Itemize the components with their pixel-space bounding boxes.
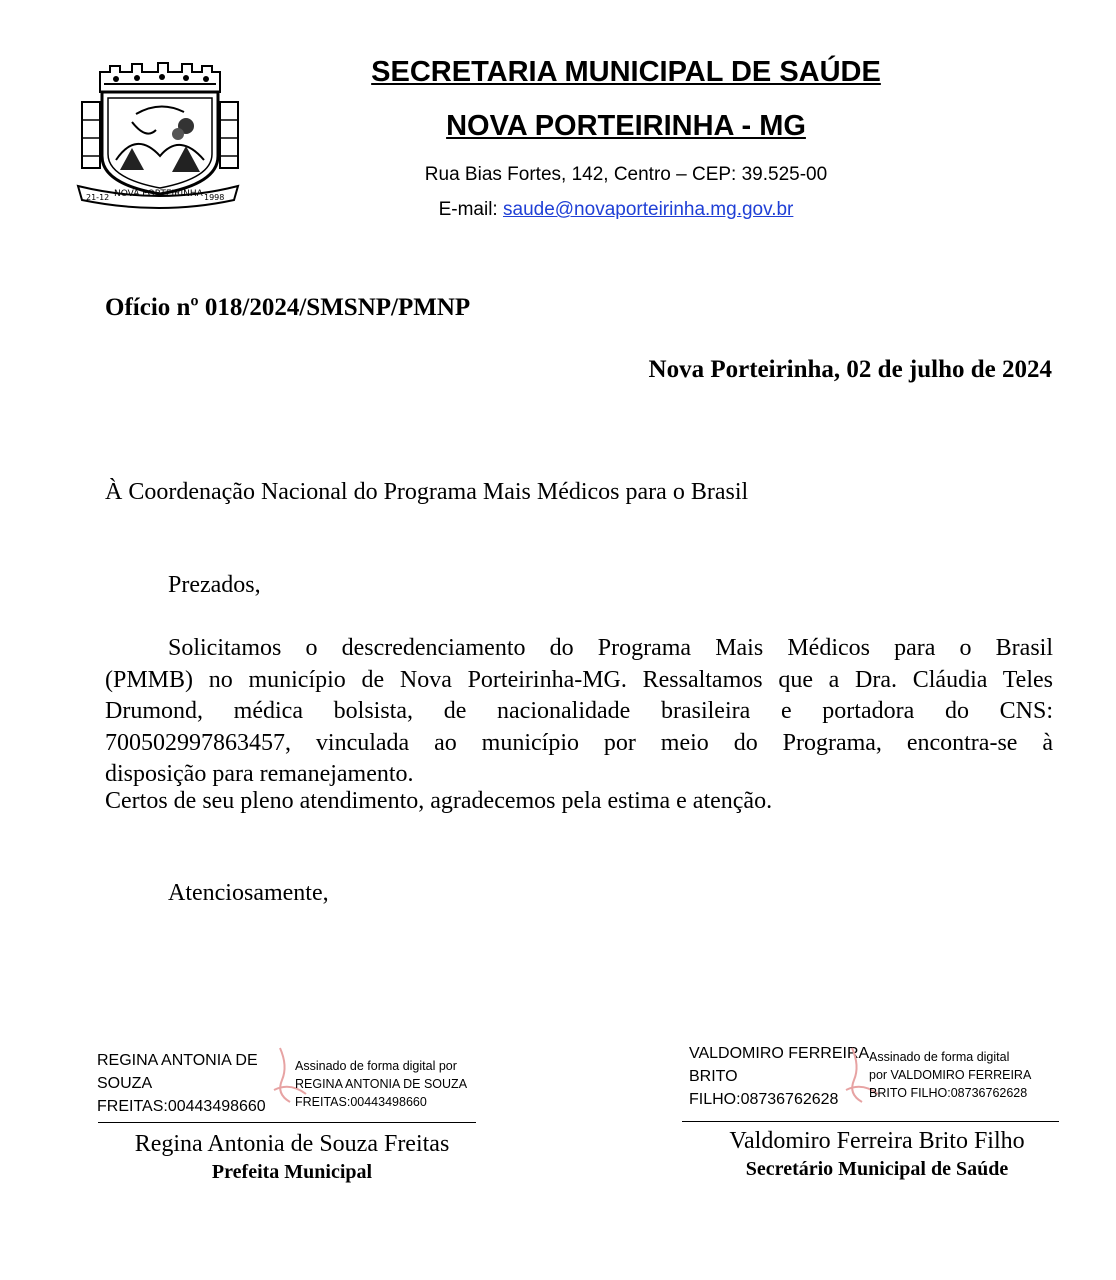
signature-line [682,1121,1059,1122]
sign-off: Atenciosamente, [168,880,329,906]
address: Rua Bias Fortes, 142, Centro – CEP: 39.525-00 [424,164,828,185]
signer-role: Prefeita Municipal [211,1161,373,1183]
signature-line [98,1122,476,1123]
body-line: Drumond, médica bolsista, de nacionalidade brasileira e portadora do CNS: [105,698,1053,724]
email-line [406,199,826,221]
digital-signature-certificate: Assinado de forma digital por VALDOMIRO FERREIRA BRITO FILHO:08736762628 [869,1050,1032,1100]
svg-text:NOVA PORTEIRINHA: NOVA PORTEIRINHA [114,189,203,199]
signer-role: Secretário Municipal de Saúde [745,1158,1009,1180]
body-line: Solicitamos o descredenciamento do Programa Mais Médicos para o Brasil [168,635,1053,661]
body-line: (PMMB) no município de Nova Porteirinha-MG. Ressaltamos que a Dra. Cláudia Teles [105,666,1053,693]
email-label: E-mail: [438,199,503,220]
reference-number: Ofício nº 018/2024/SMSNP/PMNP [105,294,471,321]
body-line: 700502997863457, vinculada ao município por meio do Programa, encontra-se à [105,729,1053,756]
signer-printed-name: Valdomiro Ferreira Brito Filho [729,1128,1025,1154]
body-line: disposição para remanejamento. [105,761,414,787]
letter-date: Nova Porteirinha, 02 de julho de 2024 [648,356,1052,383]
email-link[interactable]: saude@novaporteirinha.mg.gov.br [503,199,794,220]
greeting: Prezados, [168,572,261,598]
signer-printed-name: Regina Antonia de Souza Freitas [134,1131,450,1157]
closing-line: Certos de seu pleno atendimento, agradecemos pela estima e atenção. [105,788,773,814]
digital-signature-certificate: Assinado de forma digital por REGINA ANTONIA DE SOUZA FREITAS:00443498660 [295,1059,468,1109]
digital-signer-name: REGINA ANTONIA DE SOUZA FREITAS:00443498660 [97,1052,266,1115]
recipient: À Coordenação Nacional do Programa Mais Médicos para o Brasil [105,479,749,505]
municipal-coat-of-arms-icon [76,60,240,212]
svg-text:1998: 1998 [204,193,225,202]
digital-signer-name: VALDOMIRO FERREIRA BRITO FILHO:08736762628 [689,1045,870,1108]
page-title: SECRETARIA MUNICIPAL DE SAÚDE [371,56,881,88]
svg-text:21-12: 21-12 [86,193,110,202]
body-paragraph [105,633,1053,791]
page-subtitle: NOVA PORTEIRINHA - MG [446,110,806,142]
